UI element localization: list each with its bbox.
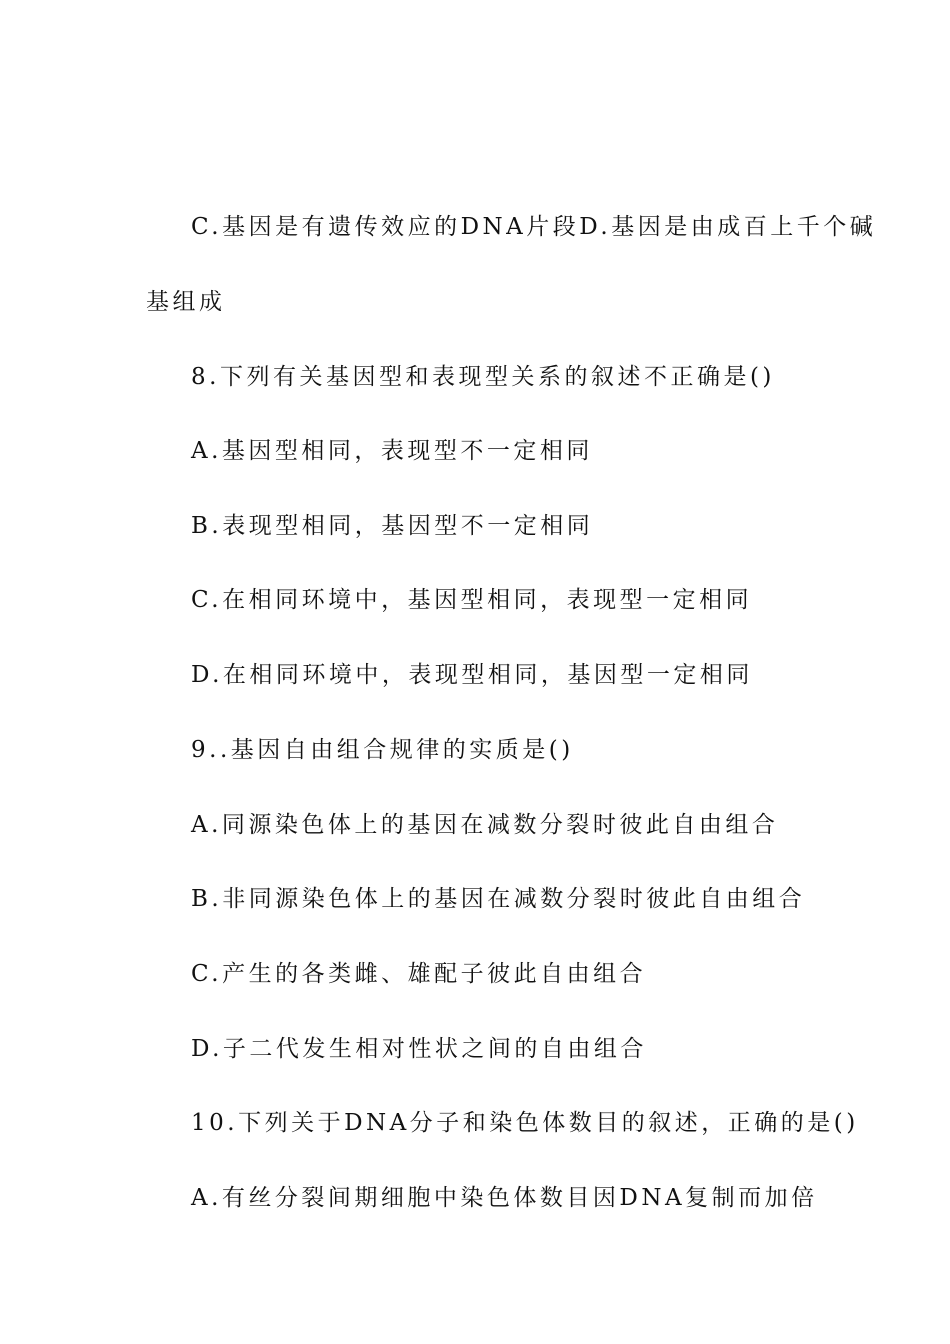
option-9c: C.产生的各类雌、雄配子彼此自由组合 — [191, 961, 647, 987]
option-8b: B.表现型相同，基因型不一定相同 — [191, 513, 594, 539]
option-7c-continuation: 基组成 — [146, 289, 226, 315]
question-9: 9..基因自由组合规律的实质是() — [191, 737, 574, 763]
option-9a: A.同源染色体上的基因在减数分裂时彼此自由组合 — [191, 812, 779, 838]
question-8: 8.下列有关基因型和表现型关系的叙述不正确是() — [191, 364, 775, 390]
option-10a: A.有丝分裂间期细胞中染色体数目因DNA复制而加倍 — [191, 1185, 818, 1211]
option-9b: B.非同源染色体上的基因在减数分裂时彼此自由组合 — [191, 886, 806, 912]
option-7c-line: C.基因是有遗传效应的DNA片段D.基因是由成百上千个碱 — [191, 214, 877, 240]
option-8a: A.基因型相同，表现型不一定相同 — [191, 438, 593, 464]
question-10: 10.下列关于DNA分子和染色体数目的叙述，正确的是() — [191, 1110, 859, 1136]
option-8c: C.在相同环境中，基因型相同，表现型一定相同 — [191, 587, 753, 613]
option-9d: D.子二代发生相对性状之间的自由组合 — [191, 1036, 647, 1062]
option-8d: D.在相同环境中，表现型相同，基因型一定相同 — [191, 662, 753, 688]
